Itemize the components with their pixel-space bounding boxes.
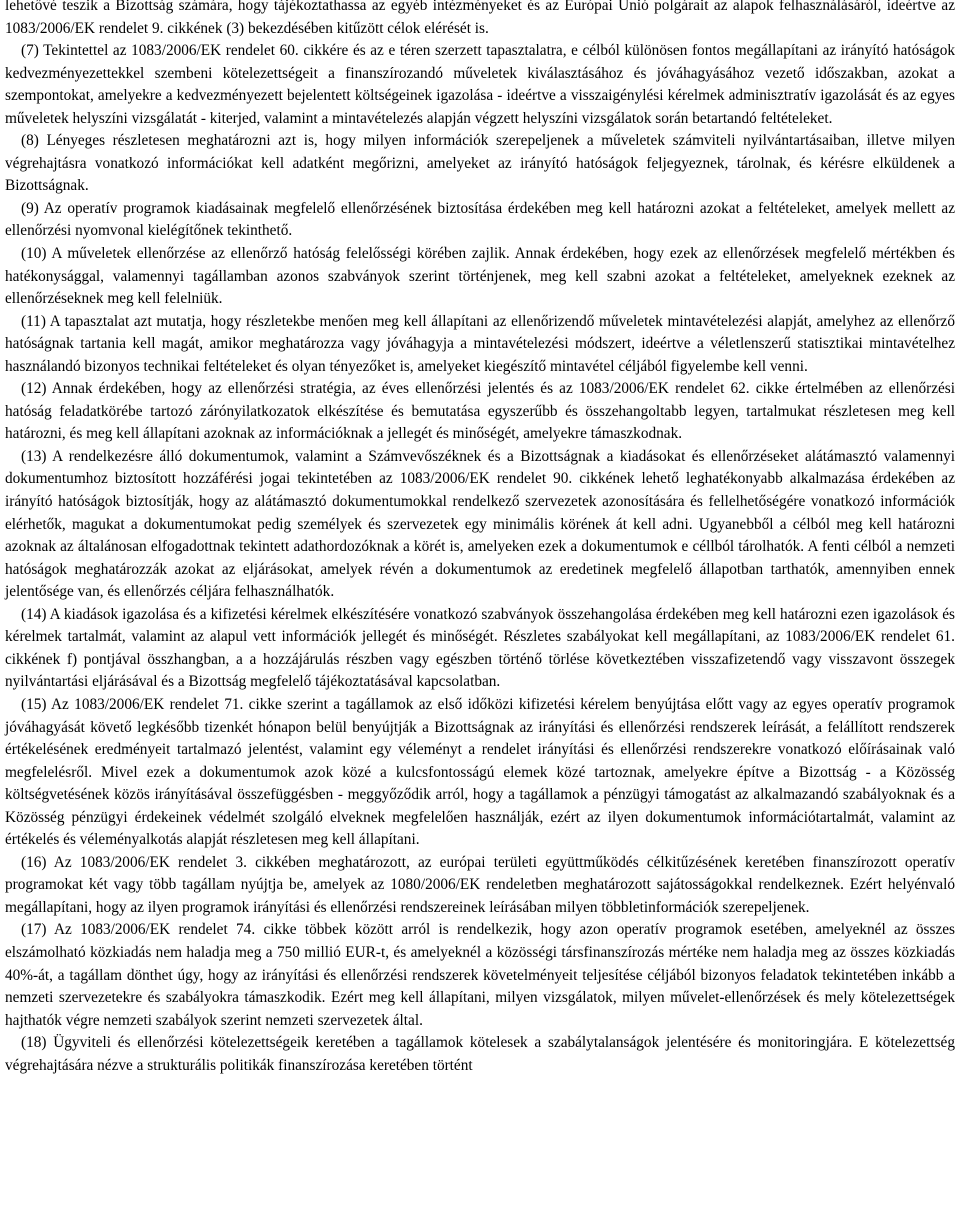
document-page bbox=[5, 0, 955, 1077]
paragraph-14: (14) A kiadások igazolása és a kifizetési kérelmek elkészítésére vonatkozó szabványok összehangolása érdekében meg kell határozni ezen igazolások és kérelmek tartalmát, valamint az alapul vett információk jellegét és minőségét. Részletes szabályokat kell megállapítani, az 1083/2006/EK rendelet 61. cikkének f) pontjával összhangban, a a hozzájárulás részben vagy egészben történő törlése következtében visszafizetendő vagy visszavont összegek nyilvántartási eljárásával és a Bizottság megfelelő tájékoztatásával kapcsolatban. bbox=[5, 605, 955, 691]
paragraph-17: (17) Az 1083/2006/EK rendelet 74. cikke többek között arról is rendelkezik, hogy azon operatív programok esetében, amelyeknél az összes elszámolható közkiadás nem haladja meg a 750 millió EUR-t, és amelyeknél a közösségi társfinanszírozás mértéke nem haladja meg az összes közkiadás 40%-át, a tagállam dönthet úgy, hogy az irányítási és ellenőrzési rendszerek követelményeit teljesítése céljából bizonyos feladatok tekintetében inkább a nemzeti szervezetekre és szabályokra támaszkodik. Ezért meg kell állapítani, milyen vizsgálatok, milyen művelet-ellenőrzések és mely kötelezettségek hajthatók végre nemzeti szabályok szerint nemzeti szervezetek által. bbox=[5, 921, 955, 1029]
paragraph-7: (7) Tekintettel az 1083/2006/EK rendelet 60. cikkére és az e téren szerzett tapasztalatra, e célból különösen fontos megállapítani az irányító hatóságok kedvezményezettekkel szembeni kötelezettségeit a finanszírozandó műveletek kiválasztásához és jóváhagyásához vezető időszakban, azokat a szempontokat, amelyekre a kedvezményezett bejelentett költségeinek igazolása - ideértve a visszaigénylési kérelmek adminisztratív igazolását és az egyes műveletek helyszíni vizsgálatát - kiterjed, valamint a mintavételezés alapján végzett helyszíni vizsgálatok során betartandó feltételeket. bbox=[5, 42, 955, 127]
paragraph-16: (16) Az 1083/2006/EK rendelet 3. cikkében meghatározott, az európai területi együttműködés célkitűzésének keretében finanszírozott operatív programokat két vagy több tagállam nyújtja be, amelyek az 1080/2006/EK rendeletben meghatározott sajátosságokkal rendelkeznek. Ezért helyénvaló megállapítani, hogy az ilyen programok irányítási és ellenőrzési rendszereinek leírásában milyen többletinformációk szerepeljenek. bbox=[5, 853, 955, 916]
paragraph-12: (12) Annak érdekében, hogy az ellenőrzési stratégia, az éves ellenőrzési jelentés és az 1083/2006/EK rendelet 62. cikke értelmében az ellenőrzési hatóság feladatkörébe tartozó zárónyilatkozatok elkészítése és bemutatása egyszerűbb és összehangoltabb legyen, tartalmukat részletesen meg kell határozni, és meg kell állapítani azoknak az információknak a jellegét és minőségét, amelyekre támaszkodnak. bbox=[5, 380, 955, 443]
paragraph-15: (15) Az 1083/2006/EK rendelet 71. cikke szerint a tagállamok az első időközi kifizetési kérelem benyújtása előtt vagy az egyes operatív programok jóváhagyását követő legkésőbb tizenkét hónapon belül benyújtják a Bizottságnak az irányítási és ellenőrzési rendszerek leírását, a felállított rendszerek értékelésének eredményeit tartalmazó jelentést, valamint egy véleményt a rendelet irányítási és ellenőrzési rendszerekre vonatkozó előírásainak való megfelelésről. Mivel ezek a dokumentumok azok közé a kulcsfontosságú elemek közé tartoznak, amelyekre építve a Bizottság - a Közösség költségvetésének közös irányításával összefüggésben - meggyőződik arról, hogy a tagállamok a pénzügyi támogatást az alkalmazandó szabályoknak és a Közösség pénzügyi érdekeinek védelmét szolgáló elveknek megfelelően használják, ezért az ilyen dokumentumok információtartalmát, valamint az értékelés és véleményalkotás alapját részletesen meg kell állapítani. bbox=[5, 695, 955, 849]
paragraph-8: (8) Lényeges részletesen meghatározni azt is, hogy milyen információk szerepeljenek a műveletek számviteli nyilvántartásaiban, illetve milyen végrehajtásra vonatkozó információkat kell adatként megőrizni, amelyeket az irányító hatóságok feljegyeznek, tárolnak, és kérésre elküldenek a Bizottságnak. bbox=[5, 132, 955, 195]
paragraph-10: (10) A műveletek ellenőrzése az ellenőrző hatóság felelősségi körében zajlik. Annak érdekében, hogy ezek az ellenőrzések megfelelő mértékben és hatékonysággal, valamennyi tagállamban azonos szabványok szerint történjenek, meg kell szabni azokat a feltételeket, amelyeknek ezeknek az ellenőrzéseknek meg kell felelniük. bbox=[5, 245, 955, 308]
paragraph-continuation: lehetővé teszik a Bizottság számára, hogy tájékoztathassa az egyéb intézményeket és az Európai Unió polgárait az alapok felhasználásáról, ideértve az 1083/2006/EK rendelet 9. cikkének (3) bekezdésében kitűzött célok elérését is. bbox=[5, 0, 955, 37]
paragraph-18: (18) Ügyviteli és ellenőrzési kötelezettségeik keretében a tagállamok kötelesek a szabálytalanságok jelentésére és monitoringjára. E kötelezettség végrehajtására nézve a strukturális politikák finanszírozása keretében történt bbox=[5, 1034, 955, 1074]
paragraph-9: (9) Az operatív programok kiadásainak megfelelő ellenőrzésének biztosítása érdekében meg kell határozni azokat a feltételeket, amelyek mellett az ellenőrzési nyomvonal kielégítőnek tekinthető. bbox=[5, 199, 955, 240]
paragraph-13: (13) A rendelkezésre álló dokumentumok, valamint a Számvevőszéknek és a Bizottságnak a kiadásokat és ellenőrzéseket alátámasztó valamennyi dokumentumhoz biztosított hozzáférési jogai tekintetében az 1083/2006/EK rendelet 90. cikkének lehető leghatékonyabb alkalmazása érdekében az irányító hatóságok biztosítják, hogy az alátámasztó dokumentumokkal rendelkező szervezetek azonosítására és fellelhetőségére vonatkozó információk elérhetők, magukat a dokumentumokat pedig személyek és szervezetek egy minimális körének át kell adni. Ugyanebből a célból meg kell határozni azoknak az általánosan elfogadottnak tekintett adathordozóknak a körét is, amelyeken ezek a dokumentumok e céllból tárolhatók. A fenti célból a nemzeti hatóságok meghatározzák azokat az eljárásokat, amelyek révén a dokumentumok az eredetinek megfelelő állapotban tarthatók, amennyiben ennek jelentősége van, és ellenőrzés céljára felhasználhatók. bbox=[5, 447, 955, 601]
paragraph-11: (11) A tapasztalat azt mutatja, hogy részletekbe menően meg kell állapítani az ellenőrizendő műveletek mintavételezési alapját, amelyhez az ellenőrző hatóságnak tartania kell magát, amikor meghatározza vagy jóváhagyja a mintavételezési módszert, ideértve a véletlenszerű statisztikai mintavételhez használandó bizonyos technikai feltételeket és olyan tényezőket is, amelyeket kiegészítő mintavétel céljából figyelembe kell venni. bbox=[5, 312, 955, 375]
